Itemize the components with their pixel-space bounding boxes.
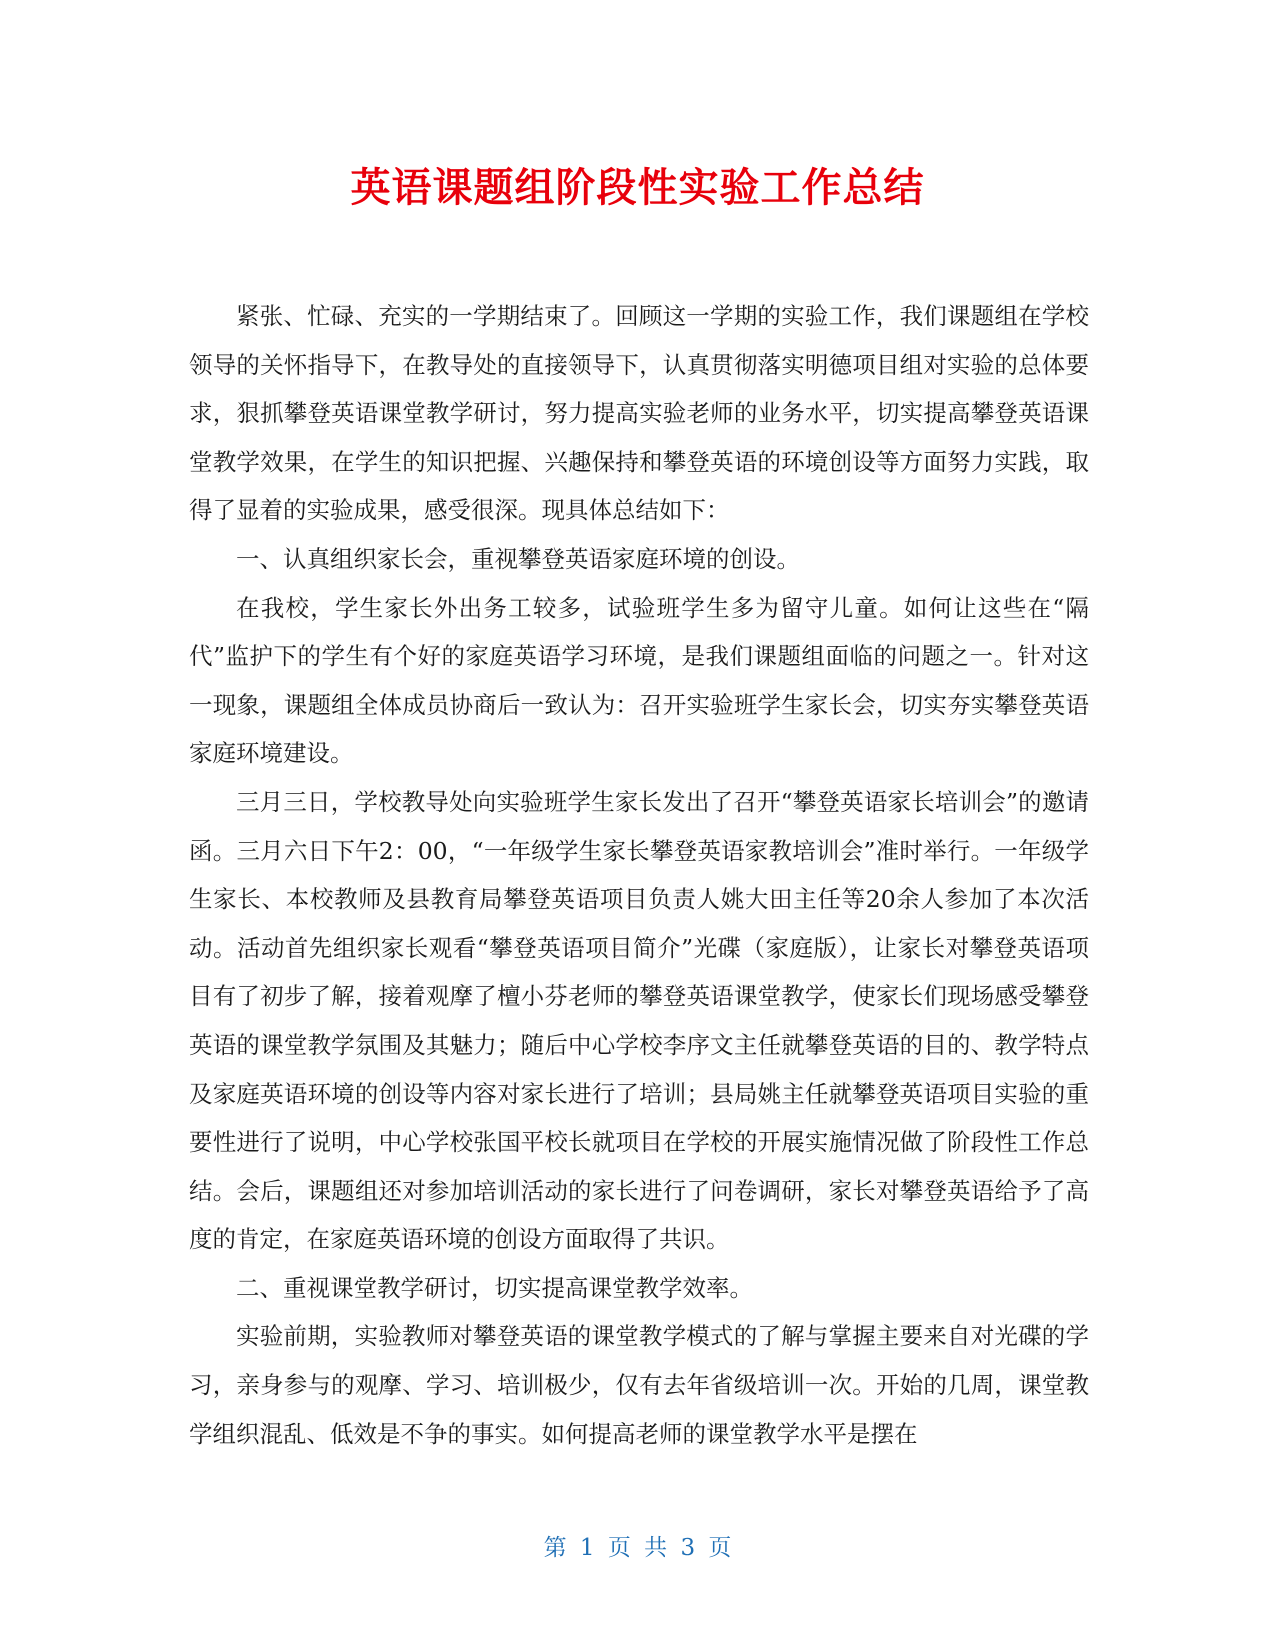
paragraph-classroom-research: 实验前期，实验教师对攀登英语的课堂教学模式的了解与掌握主要来自对光碟的学习，亲身参与的观摩、学习、培训极少，仅有去年省级培训一次。开始的几周，课堂教学组织混乱、低效是不争的事实。如何提高老师的课堂教学水平是摆在 — [189, 1322, 1089, 1448]
document-title: 英语课题组阶段性实验工作总结 — [350, 165, 925, 211]
section-heading-1: 一、认真组织家长会，重视攀登英语家庭环境的创设。 — [236, 544, 800, 573]
document-body — [189, 292, 1089, 1458]
paragraph-parent-meeting: 三月三日，学校教导处向实验班学生家长发出了召开“攀登英语家长培训会”的邀请函。三月六日下午2：00，“一年级学生家长攀登英语家教培训会”准时举行。一年级学生家长、本校教师及县教育局攀登英语项目负责人姚大田主任等20余人参加了本次活动。活动首先组织家长观看“攀登英语项目简介”光碟（家庭版），让家长对攀登英语项目有了初步了解，接着观摩了檀小芬老师的攀登英语课堂教学，使家长们现场感受攀登英语的课堂教学氛围及其魅力；随后中心学校李序文主任就攀登英语的目的、教学特点及家庭英语环境的创设等内容对家长进行了培训；县局姚主任就攀登英语项目实验的重要性进行了说明，中心学校张国平校长就项目在学校的开展实施情况做了阶段性工作总结。会后，课题组还对参加培训活动的家长进行了问卷调研，家长对攀登英语给予了高度的肯定，在家庭英语环境的创设方面取得了共识。 — [189, 787, 1089, 1254]
page-number-footer: 第 1 页 共 3 页 — [543, 1535, 732, 1561]
paragraph-intro: 紧张、忙碌、充实的一学期结束了。回顾这一学期的实验工作，我们课题组在学校领导的关怀指导下，在教导处的直接领导下，认真贯彻落实明德项目组对实验的总体要求，狠抓攀登英语课堂教学研讨，努力提高实验老师的业务水平，切实提高攀登英语课堂教学效果，在学生的知识把握、兴趣保持和攀登英语的环境创设等方面努力实践，取得了显着的实验成果，感受很深。现具体总结如下： — [189, 302, 1089, 525]
section-heading-2: 二、重视课堂教学研讨，切实提高课堂教学效率。 — [236, 1273, 753, 1302]
paragraph-background: 在我校，学生家长外出务工较多，试验班学生多为留守儿童。如何让这些在“隔代”监护下的学生有个好的家庭英语学习环境，是我们课题组面临的问题之一。针对这一现象，课题组全体成员协商后一致认为：召开实验班学生家长会，切实夯实攀登英语家庭环境建设。 — [189, 593, 1089, 768]
